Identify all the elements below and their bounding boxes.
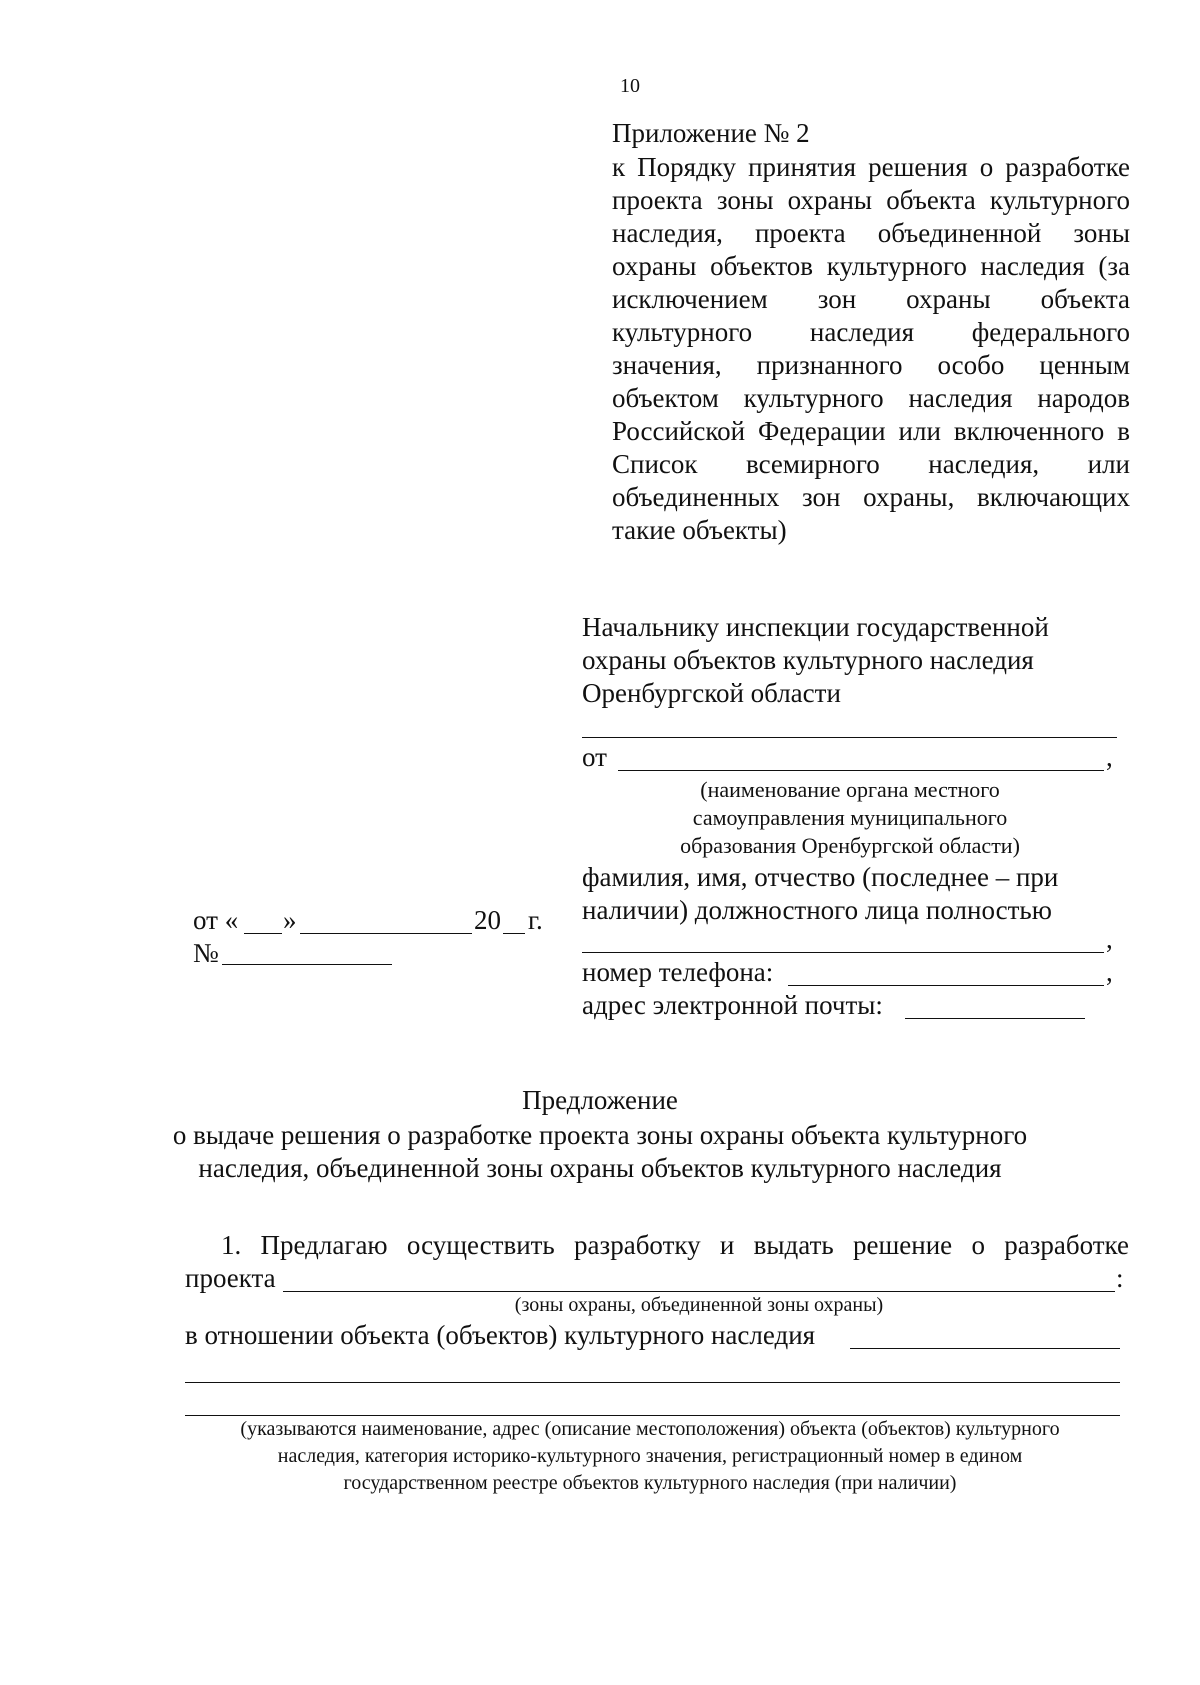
object-caption-line: государственном реестре объектов культурного наследия (при наличии) [343, 1472, 957, 1494]
addressee-line: охраны объектов культурного наследия [582, 645, 1034, 675]
project-colon: : [1116, 1263, 1124, 1293]
phone-comma: , [1106, 957, 1113, 987]
addressee-line: Оренбургской области [582, 678, 841, 708]
object-field[interactable] [850, 1348, 1120, 1349]
number-label: № [193, 938, 219, 968]
org-caption-line: образования Оренбургской области) [680, 833, 1020, 858]
date-from-prefix: от « [193, 905, 239, 935]
appendix-line: культурного наследия федерального [612, 317, 1130, 347]
official-name-field[interactable] [582, 952, 1104, 953]
org-caption-line: самоуправления муниципального [692, 805, 1008, 830]
heading-subtitle-line: наследия, объединенной зоны охраны объектов культурного наследия [198, 1153, 1002, 1183]
project-label: проекта [185, 1263, 276, 1293]
appendix-line: объектом культурного наследия народов [612, 383, 1130, 413]
date-year-field[interactable] [503, 933, 525, 934]
project-type-field[interactable] [283, 1291, 1115, 1292]
object-field-line-2[interactable] [185, 1382, 1120, 1383]
from-label: от [582, 742, 607, 772]
from-comma: , [1106, 742, 1113, 772]
object-caption-line: (указываются наименование, адрес (описание местоположения) объекта (объектов) культурного [240, 1418, 1060, 1440]
from-org-field[interactable] [618, 770, 1104, 771]
date-quote-close: » [283, 905, 297, 935]
phone-field[interactable] [788, 985, 1104, 986]
addressee-line: Начальнику инспекции государственной [582, 612, 1049, 642]
object-caption-line: наследия, категория историко-культурного значения, регистрационный номер в едином [277, 1445, 1023, 1467]
phone-label: номер телефона: [582, 957, 774, 987]
number-field[interactable] [222, 964, 392, 965]
appendix-line: к Порядку принятия решения о разработке [612, 152, 1130, 182]
date-month-field[interactable] [300, 933, 472, 934]
page-number: 10 [620, 75, 640, 97]
appendix-line: Российской Федерации или включенного в [612, 416, 1130, 446]
appendix-line: охраны объектов культурного наследия (за [612, 251, 1130, 281]
org-caption-line: (наименование органа местного [700, 777, 1000, 802]
appendix-line: проекта зоны охраны объекта культурного [612, 185, 1130, 215]
zone-caption: (зоны охраны, объединенной зоны охраны) [514, 1294, 884, 1316]
appendix-line: объединенных зон охраны, включающих [612, 482, 1130, 512]
appendix-line: исключением зон охраны объекта [612, 284, 1130, 314]
official-line: наличии) должностного лица полностью [582, 895, 1052, 925]
appendix-line: наследия, проекта объединенной зоны [612, 218, 1130, 248]
appendix-line: такие объекты) [612, 515, 787, 545]
heading-title: Предложение [522, 1085, 678, 1115]
official-line: фамилия, имя, отчество (последнее – при [582, 862, 1059, 892]
object-field-line-3[interactable] [185, 1415, 1120, 1416]
date-year-prefix: 20 [474, 905, 501, 935]
appendix-title: Приложение № 2 [612, 118, 810, 148]
appendix-line: Список всемирного наследия, или [612, 449, 1130, 479]
object-label: в отношении объекта (объектов) культурного наследия [185, 1320, 816, 1350]
addressee-blank-line[interactable] [582, 737, 1117, 738]
date-day-field[interactable] [244, 933, 282, 934]
email-label: адрес электронной почты: [582, 990, 883, 1020]
heading-subtitle-line: о выдаче решения о разработке проекта зоны охраны объекта культурного [172, 1120, 1028, 1150]
appendix-line: значения, признанного особо ценным [612, 350, 1130, 380]
email-field[interactable] [905, 1018, 1085, 1019]
paragraph-1-line-1: 1. Предлагаю осуществить разработку и выдать решение о разработке [221, 1230, 1129, 1260]
date-year-suffix: г. [528, 905, 543, 935]
official-comma: , [1106, 924, 1113, 954]
